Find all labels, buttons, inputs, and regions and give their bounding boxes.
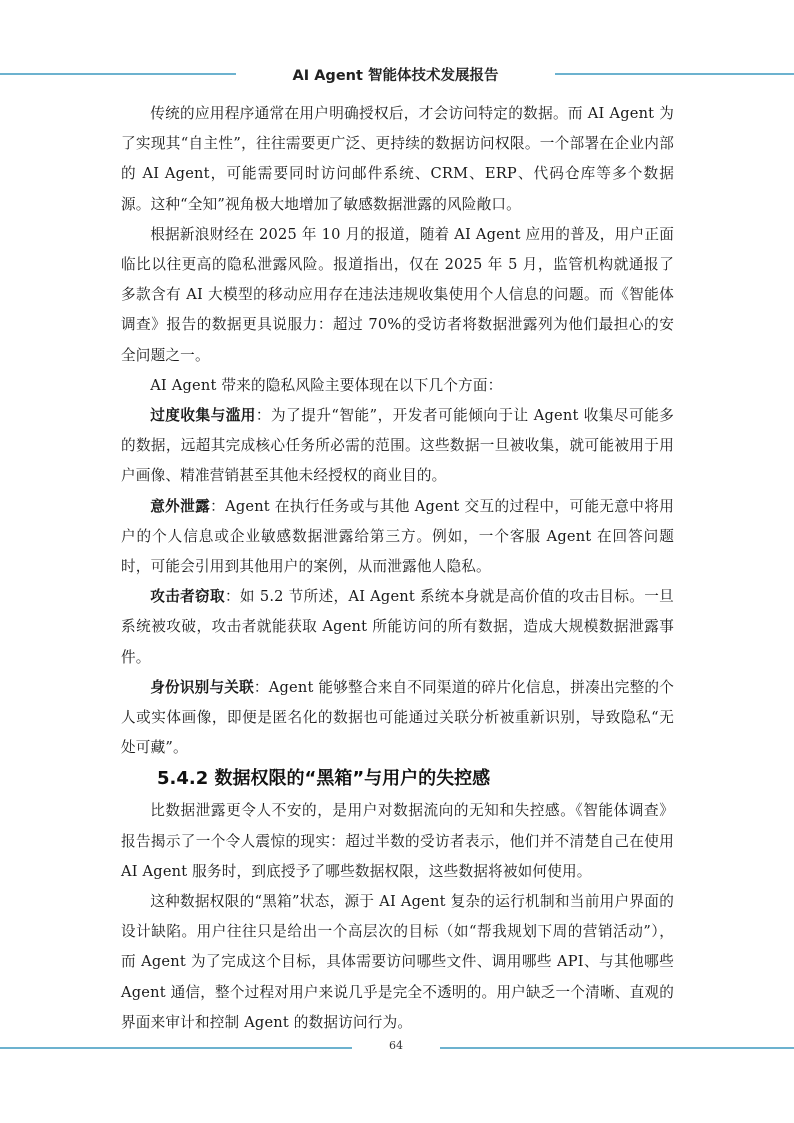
risk-item-lead: 过度收集与滥用 — [150, 407, 256, 425]
page-number: 64 — [389, 1039, 403, 1052]
paragraph-text: 根据新浪财经在 2025 年 10 月的报道，随着 AI Agent 应用的普及，用户正面临比以往更高的隐私泄露风险。报道指出，仅在 2025 年 5 月，监管机构就通报了多款含有 AI 大模型的移动应用存在违法违规收集使用个人信息的问题。而《智能体调查》报告的数据更具说服力：超过 70%的受访者将数据泄露列为他们最担心的安全问题之一。 — [121, 225, 674, 364]
paragraph — [121, 99, 674, 220]
paragraph — [121, 220, 674, 371]
risk-item-paragraph — [121, 401, 674, 492]
risk-item-paragraph — [121, 673, 674, 764]
risk-item-paragraph — [121, 492, 674, 583]
risk-item-text: ：Agent 能够整合来自不同渠道的碎片化信息，拼凑出完整的个人或实体画像，即便是匿名化的数据也可能通过关联分析被重新识别，导致隐私“无处可藏”。 — [121, 678, 674, 757]
risk-item-text: ：为了提升“智能”，开发者可能倾向于让 Agent 收集尽可能多的数据，远超其完成核心任务所必需的范围。这些数据一旦被收集，就可能被用于用户画像、精准营销甚至其他未经授权的商业目的。 — [121, 407, 674, 485]
paragraph-text: 传统的应用程序通常在用户明确授权后，才会访问特定的数据。而 AI Agent 为了实现其“自主性”，往往需要更广泛、更持续的数据访问权限。一个部署在企业内部的 AI Agent，可能需要同时访问邮件系统、CRM、ERP、代码仓库等多个数据源。这种“全知”视角极大地增加了敏感数据泄露的风险敞口。 — [121, 105, 674, 213]
risk-item-lead: 攻击者窃取 — [150, 588, 225, 606]
footer-rule-right — [440, 1047, 794, 1049]
risk-item-lead: 身份识别与关联 — [150, 678, 254, 696]
section-heading: 5.4.2 数据权限的“黑箱”与用户的失控感 — [157, 768, 491, 790]
paragraph — [121, 796, 674, 887]
paragraph-text: AI Agent 带来的隐私风险主要体现在以下几个方面： — [150, 376, 503, 394]
risk-item-text: ：如 5.2 节所述，AI Agent 系统本身就是高价值的攻击目标。一旦系统被攻破，攻击者就能获取 Agent 所能访问的所有数据，造成大规模数据泄露事件。 — [121, 588, 674, 666]
paragraph — [121, 887, 674, 1038]
paragraph-text: 这种数据权限的“黑箱”状态，源于 AI Agent 复杂的运行机制和当前用户界面的设计缺陷。用户往往只是给出一个高层次的目标（如“帮我规划下周的营销活动”），而 Agent 为了完成这个目标，具体需要访问哪些文件、调用哪些 API、与其他哪些 Agent 通信，整个过程对用户来说几乎是完全不透明的。用户缺乏一个清晰、直观的界面来审计和控制 Agent 的数据访问行为。 — [121, 893, 674, 1031]
risk-item-text: ：Agent 在执行任务或与其他 Agent 交互的过程中，可能无意中将用户的个人信息或企业敏感数据泄露给第三方。例如，一个客服 Agent 在回答问题时，可能会引用到其他用户的案例，从而泄露他人隐私。 — [121, 497, 674, 576]
paragraph — [121, 371, 674, 401]
header-rule-right — [555, 73, 794, 75]
paragraph-text: 比数据泄露更令人不安的，是用户对数据流向的无知和失控感。《智能体调查》报告揭示了一个令人震惊的现实：超过半数的受访者表示，他们并不清楚自己在使用 AI Agent 服务时，到底授予了哪些数据权限，这些数据将被如何使用。 — [121, 802, 674, 880]
running-header-title: AI Agent 智能体技术发展报告 — [292, 68, 499, 84]
risk-item-paragraph — [121, 582, 674, 673]
page-body — [121, 99, 674, 1038]
risk-item-lead: 意外泄露 — [150, 497, 211, 515]
footer-rule-left — [0, 1047, 352, 1049]
header-rule-left — [0, 73, 236, 75]
